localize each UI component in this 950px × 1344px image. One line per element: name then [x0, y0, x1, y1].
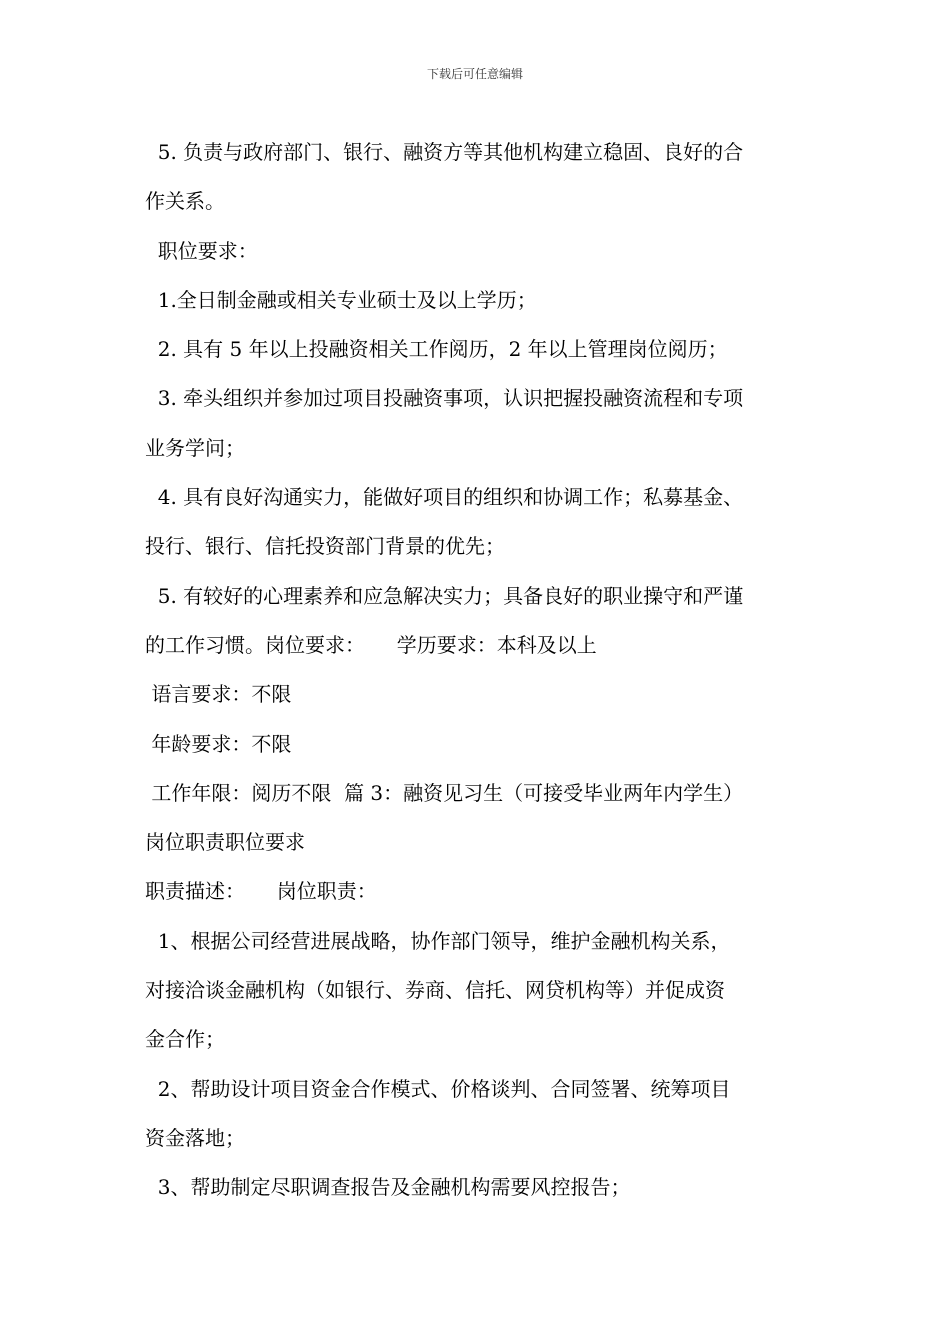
text-line: 3. 牵头组织并参加过项目投融资事项，认识把握投融资流程和专项 [145, 386, 744, 411]
text-line: 职责描述： 岗位职责： [145, 879, 377, 904]
text-line: 1、根据公司经营进展战略，协作部门领导，维护金融机构关系， [145, 928, 731, 953]
text-line: 1.全日制金融或相关专业硕士及以上学历； [145, 287, 537, 312]
text-line: 金合作； [145, 1027, 225, 1052]
text-line: 5. 有较好的心理素养和应急解决实力；具备良好的职业操守和严谨 [145, 583, 744, 608]
text-line: 3、帮助制定尽职调查报告及金融机构需要风控报告； [145, 1175, 631, 1200]
page-header: 下载后可任意编辑 [426, 67, 523, 81]
text-line: 职位要求： [145, 238, 258, 263]
text-line: 资金落地； [145, 1125, 245, 1150]
document-body [145, 128, 815, 1213]
text-line: 业务学问； [145, 435, 245, 460]
text-line: 投行、银行、信托投资部门背景的优先； [145, 534, 505, 559]
text-line: 工作年限：阅历不限 篇 3：融资见习生（可接受毕业两年内学生） [145, 780, 744, 805]
text-line: 5. 负责与政府部门、银行、融资方等其他机构建立稳固、良好的合 [145, 140, 744, 164]
text-line: 4. 具有良好沟通实力，能做好项目的组织和协调工作；私募基金、 [145, 485, 744, 510]
text-line: 作关系。 [145, 189, 225, 214]
text-line: 2. 具有 5 年以上投融资相关工作阅历，2 年以上管理岗位阅历； [145, 337, 728, 362]
text-line: 语言要求：不限 [145, 682, 292, 707]
text-line: 2、帮助设计项目资金合作模式、价格谈判、合同签署、统筹项目 [145, 1076, 731, 1101]
text-line: 的工作习惯。岗位要求： 学历要求：本科及以上 [145, 632, 597, 657]
text-line: 年龄要求：不限 [145, 731, 292, 756]
text-line: 岗位职责职位要求 [145, 830, 305, 855]
text-line: 对接洽谈金融机构（如银行、券商、信托、网贷机构等）并促成资 [145, 978, 725, 1003]
